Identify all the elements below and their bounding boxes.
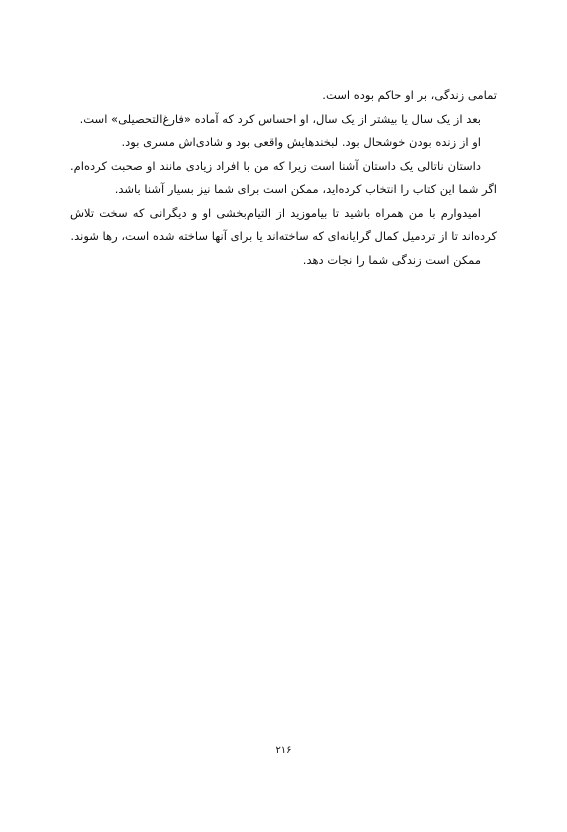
paragraph-3: او از زنده بودن خوشحال بود. لبخندهایش واقعی بود و شادی‌اش مسری بود. xyxy=(121,135,481,149)
paragraph-2: بعد از یک سال یا بیشتر از یک سال، او احساس کرد که آماده «فارغ‌التحصیلی» است. xyxy=(79,111,481,126)
paragraph-6: ممکن است زندگی شما را نجات دهد. xyxy=(302,252,481,267)
paragraph-1: تمامی زندگی، بر او حاکم بوده است. xyxy=(322,88,497,102)
paragraph-5: امیدوارم با من همراه باشید تا بیاموزید از التیام‌بخشی او و دیگرانی که سخت تلاش کرده‌اند تا از تردمیل کمال گرایانه‌ای که ساخته‌اند یا برای آنها ساخته شده است، رها شوند. xyxy=(70,205,497,243)
body-text xyxy=(70,84,497,272)
paragraph-4: داستان ناتالی یک داستان آشنا است زیرا که من با افراد زیادی مانند او صحبت کرده‌ام. اگر شما این کتاب را انتخاب کرده‌اید، ممکن است برای شما نیز بسیار آشنا باشد. xyxy=(70,158,497,196)
page-number: ۲۱۶ xyxy=(275,745,292,756)
